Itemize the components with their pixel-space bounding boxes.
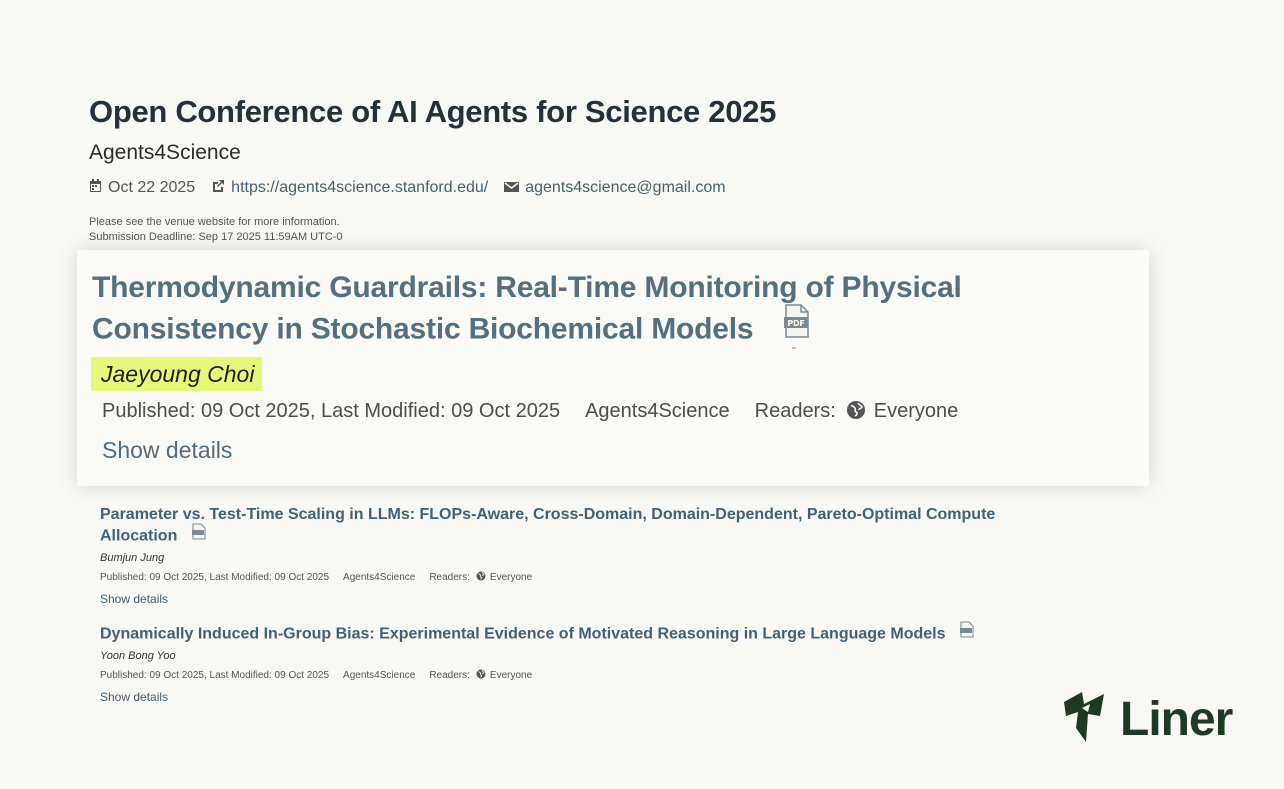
venue-website[interactable]	[211, 178, 488, 198]
paper-list-item	[100, 504, 1000, 607]
paper-list-item	[100, 623, 1000, 705]
venue-email[interactable]	[504, 178, 725, 198]
globe-icon	[476, 571, 486, 586]
paper-venue: Agents4Science	[343, 571, 416, 583]
pdf-icon[interactable]	[960, 621, 974, 644]
featured-paper-readers: Everyone	[873, 400, 959, 422]
globe-icon	[846, 400, 866, 426]
pdf-label: PDF	[786, 319, 805, 328]
envelope-icon	[504, 178, 519, 198]
featured-paper-venue: Agents4Science	[585, 400, 730, 422]
paper-readers-label: Readers:	[429, 669, 470, 681]
paper-title-block	[100, 623, 1000, 646]
liner-logo	[1062, 690, 1232, 749]
paper-dates: Published: 09 Oct 2025, Last Modified: 09 Oct 2025	[100, 669, 330, 681]
external-link-icon	[211, 178, 225, 198]
venue-date-text: Oct 22 2025	[108, 179, 196, 196]
liner-logo-icon	[1062, 690, 1106, 749]
featured-paper-title[interactable]: Thermodynamic Guardrails: Real-Time Monitoring of Physical Consistency in Stochastic Biochemical Models	[92, 271, 962, 346]
globe-icon	[476, 669, 486, 684]
venue-header	[89, 92, 1089, 244]
venue-email-link[interactable]: agents4science@gmail.com	[525, 179, 726, 196]
venue-meta	[89, 178, 1089, 198]
venue-subtitle: Agents4Science	[89, 141, 241, 164]
featured-paper-title-block	[92, 267, 1082, 353]
featured-paper-author[interactable]: Jaeyoung Choi	[91, 357, 262, 391]
featured-paper-show-details[interactable]: Show details	[102, 437, 233, 463]
paper-author[interactable]: Bumjun Jung	[100, 552, 165, 564]
paper-readers-label: Readers:	[429, 571, 470, 583]
paper-show-details[interactable]: Show details	[100, 690, 169, 704]
divider-mark	[792, 347, 796, 349]
paper-meta	[100, 570, 1000, 585]
calendar-icon	[89, 178, 102, 198]
featured-paper-meta	[102, 398, 958, 424]
paper-title-block	[100, 504, 1000, 548]
paper-author[interactable]: Yoon Bong Yoo	[100, 650, 176, 662]
venue-title: Open Conference of AI Agents for Science 2025	[89, 94, 777, 129]
pdf-icon[interactable]	[784, 304, 810, 349]
paper-readers: Everyone	[489, 669, 533, 681]
paper-venue: Agents4Science	[343, 669, 416, 681]
paper-show-details[interactable]: Show details	[100, 592, 169, 606]
featured-paper-dates: Published: 09 Oct 2025, Last Modified: 09 Oct 2025	[102, 400, 561, 422]
venue-deadline: Submission Deadline: Sep 17 2025 11:59AM UTC-0	[89, 231, 343, 243]
venue-date	[89, 178, 195, 198]
liner-wordmark: Liner	[1120, 692, 1233, 746]
featured-paper-card	[77, 250, 1149, 486]
venue-website-link[interactable]: https://agents4science.stanford.edu/	[231, 179, 489, 196]
paper-meta	[100, 668, 1000, 683]
paper-readers: Everyone	[489, 571, 533, 583]
pdf-icon[interactable]	[192, 523, 206, 546]
paper-dates: Published: 09 Oct 2025, Last Modified: 09 Oct 2025	[100, 571, 330, 583]
venue-note: Please see the venue website for more information.	[89, 216, 340, 228]
featured-paper-readers-label: Readers:	[754, 400, 836, 422]
paper-title[interactable]: Parameter vs. Test-Time Scaling in LLMs: FLOPs-Aware, Cross-Domain, Domain-Dependent, Pareto-Optimal Compute Allocation	[100, 506, 996, 545]
paper-title[interactable]: Dynamically Induced In-Group Bias: Experimental Evidence of Motivated Reasoning in Large Language Models	[100, 625, 946, 643]
